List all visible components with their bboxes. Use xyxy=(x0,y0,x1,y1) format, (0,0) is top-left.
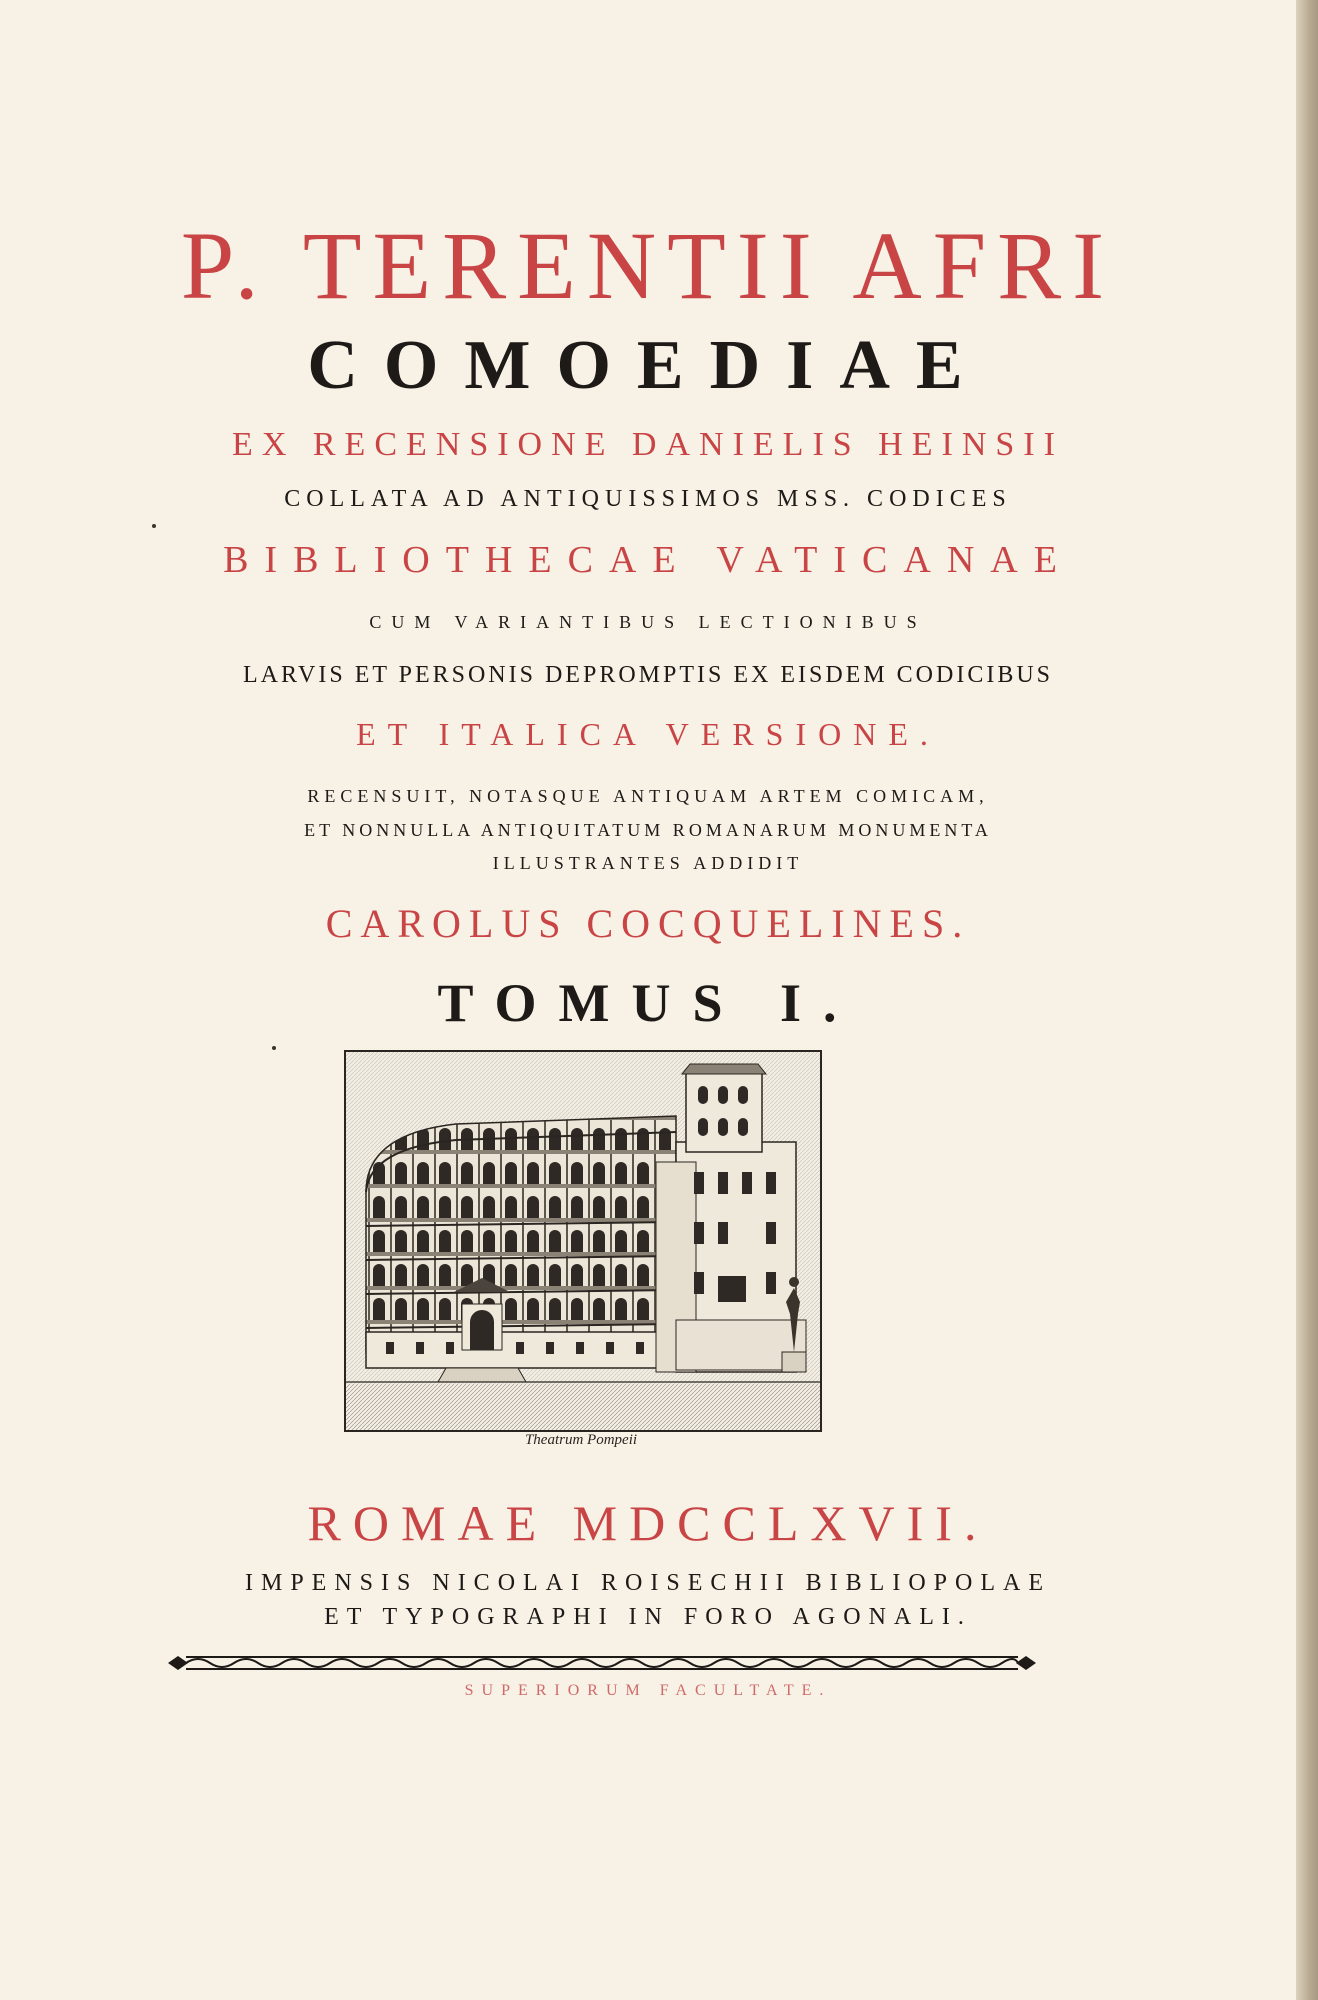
masks-line: LARVIS ET PERSONIS DEPROMPTIS EX EISDEM CODICIBUS xyxy=(242,662,1054,688)
theatre-of-pompey-icon xyxy=(346,1052,820,1430)
notes-line-2: ET NONNULLA ANTIQUITATUM ROMANARUM MONUMENTA xyxy=(304,820,992,840)
ornamental-rule xyxy=(168,1652,1036,1674)
edition-line: EX RECENSIONE DANIELIS HEINSII xyxy=(232,426,1064,463)
publisher-line-1: IMPENSIS NICOLAI ROISECHII BIBLIOPOLAE xyxy=(245,1570,1051,1596)
engraving-caption: Theatrum Pompeii xyxy=(524,1432,638,1448)
notes-line-1: RECENSUIT, NOTASQUE ANTIQUAM ARTEM COMICAM, xyxy=(307,786,989,806)
ink-speck xyxy=(272,1046,276,1050)
editor-name: CAROLUS COCQUELINES. xyxy=(325,901,971,946)
notes-line-3: ILLUSTRANTES ADDIDIT xyxy=(492,853,804,873)
page-edge xyxy=(1296,0,1318,2000)
imprint-place-date: ROMAE MDCCLXVII. xyxy=(307,1495,989,1551)
ink-speck xyxy=(152,524,156,528)
library-line: BIBLIOTHECAE VATICANAE xyxy=(223,539,1073,581)
volume-number: TOMUS I. xyxy=(437,973,859,1033)
variants-line: CUM VARIANTIBUS LECTIONIBUS xyxy=(369,612,927,632)
collation-line: COLLATA AD ANTIQUISSIMOS MSS. CODICES xyxy=(284,486,1012,512)
work-title: COMOEDIAE xyxy=(307,327,989,404)
theatre-engraving xyxy=(344,1050,822,1432)
translation-line: ET ITALICA VERSIONE. xyxy=(356,716,940,752)
publisher-line-2: ET TYPOGRAPHI IN FORO AGONALI. xyxy=(324,1604,972,1630)
author-title: P. TERENTII AFRI xyxy=(180,212,1116,319)
permission-line: SUPERIORUM FACULTATE. xyxy=(464,1682,832,1699)
